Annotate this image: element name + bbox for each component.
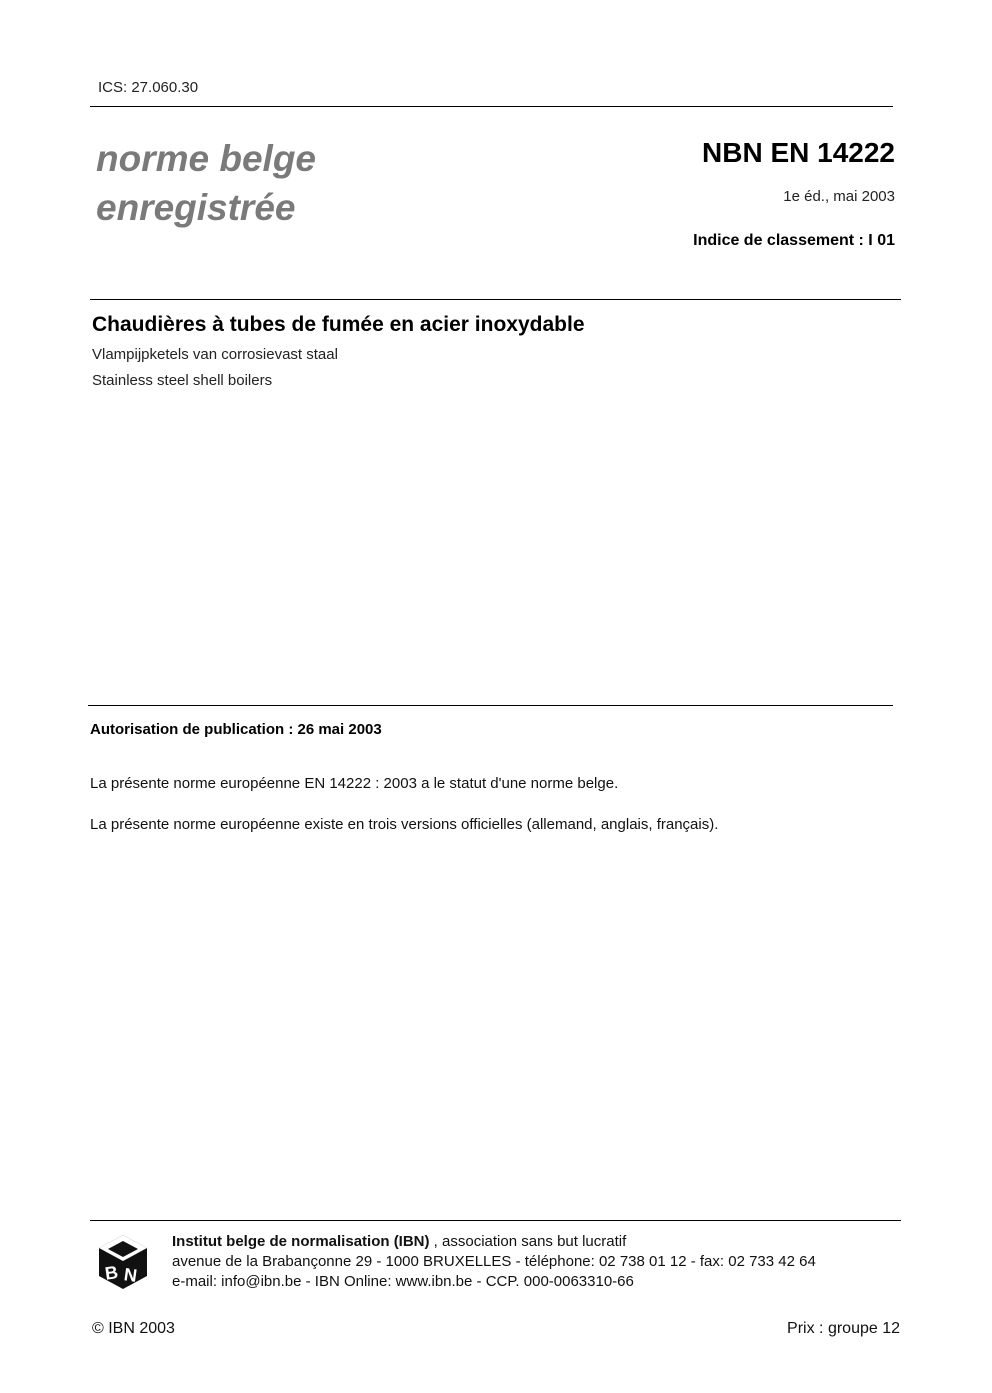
title-dutch: Vlampijpketels van corrosievast staal <box>92 346 338 363</box>
institute-line <box>172 1232 816 1252</box>
institute-address: avenue de la Brabançonne 29 - 1000 BRUXELLES - téléphone: 02 738 01 12 - fax: 02 733 42 64 <box>172 1253 816 1270</box>
versions-paragraph: La présente norme européenne existe en trois versions officielles (allemand, anglais, français). <box>90 816 719 833</box>
institute-info <box>172 1232 816 1292</box>
classement-index: Indice de classement : I 01 <box>693 232 895 249</box>
institute-name: Institut belge de normalisation (IBN) <box>172 1233 430 1250</box>
norme-line-1: norme belge <box>96 138 316 179</box>
svg-text:B: B <box>103 1262 120 1284</box>
body-rule <box>88 705 893 706</box>
norme-line-2: enregistrée <box>96 187 296 228</box>
svg-text:N: N <box>122 1264 139 1286</box>
status-paragraph: La présente norme européenne EN 14222 : 2003 a le statut d'une norme belge. <box>90 775 619 792</box>
edition-info: 1e éd., mai 2003 <box>783 188 895 205</box>
copyright: © IBN 2003 <box>92 1320 175 1337</box>
title-english: Stainless steel shell boilers <box>92 372 273 389</box>
title-french: Chaudières à tubes de fumée en acier inoxydable <box>92 313 585 336</box>
header-rule <box>90 106 893 107</box>
ibn-logo-icon <box>96 1233 150 1291</box>
price-group: Prix : groupe 12 <box>787 1320 900 1337</box>
title-rule <box>90 299 901 300</box>
standard-number: NBN EN 14222 <box>702 137 895 168</box>
footer-rule <box>90 1220 901 1221</box>
publication-authorisation: Autorisation de publication : 26 mai 2003 <box>90 721 382 738</box>
norme-label <box>96 134 316 232</box>
institute-contact: e-mail: info@ibn.be - IBN Online: www.ibn.be - CCP. 000-0063310-66 <box>172 1273 634 1290</box>
ics-code: ICS: 27.060.30 <box>98 79 199 96</box>
institute-suffix: , association sans but lucratif <box>429 1233 627 1250</box>
